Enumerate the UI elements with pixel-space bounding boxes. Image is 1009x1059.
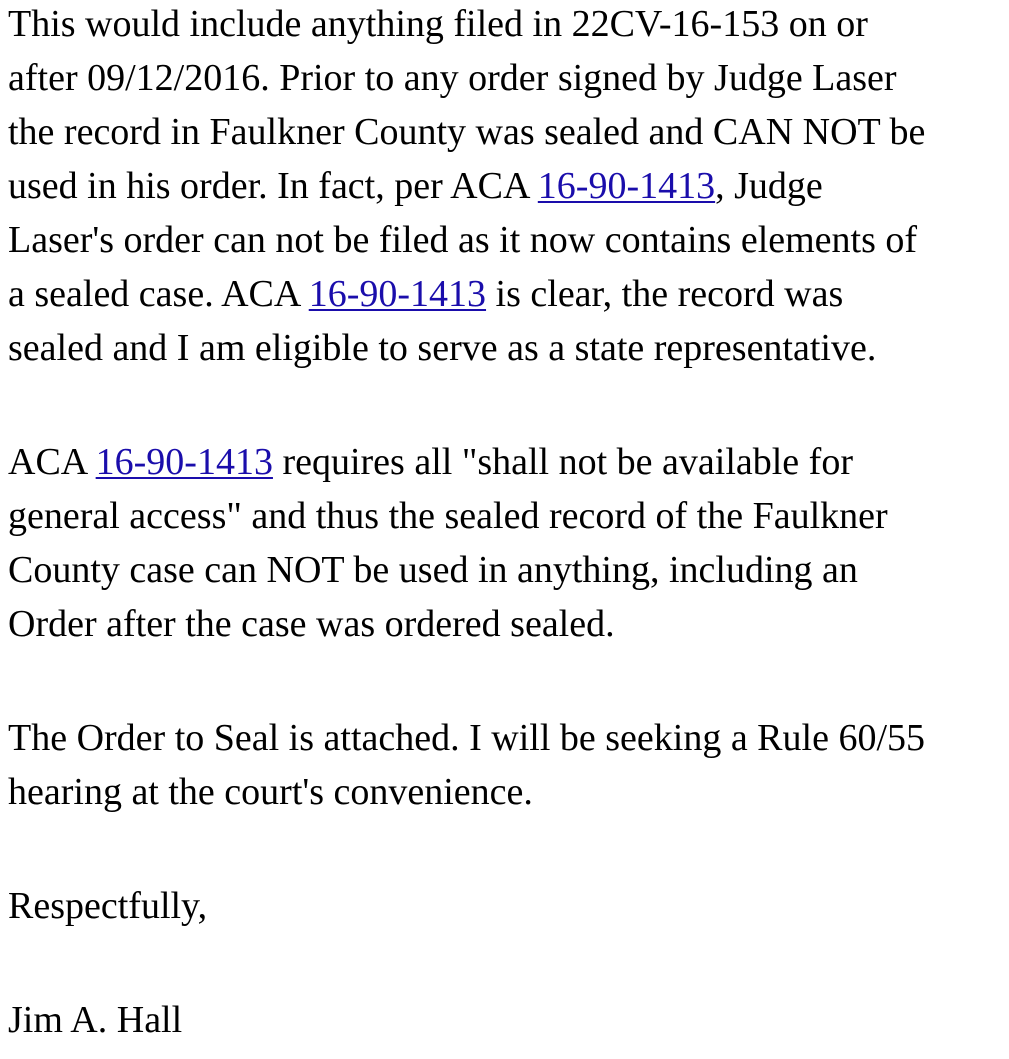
text-line: sealed and I am eligible to serve as a state representative. <box>8 327 877 369</box>
paragraph-2 <box>8 435 1009 651</box>
text-line: after 09/12/2016. Prior to any order signed by Judge Laser <box>8 57 897 99</box>
text-segment: is clear, the record was <box>486 273 844 315</box>
paragraph-spacer <box>8 819 1009 879</box>
text-line: This would include anything filed in 22CV-16-153 on or <box>8 3 868 45</box>
text-line <box>8 267 1009 321</box>
paragraph-spacer <box>8 933 1009 993</box>
closing-line: Respectfully, <box>8 885 208 927</box>
text-segment: requires all "shall not be available for <box>272 441 853 483</box>
paragraph-spacer <box>8 651 1009 711</box>
text-line: the record in Faulkner County was sealed and CAN NOT be <box>8 111 926 153</box>
statute-link[interactable]: 16-90-1413 <box>537 165 716 207</box>
text-line: County case can NOT be used in anything, including an <box>8 549 858 591</box>
paragraph-1 <box>8 0 1009 375</box>
text-line <box>8 435 1009 489</box>
paragraph-spacer <box>8 375 1009 435</box>
signature: Jim A. Hall <box>8 999 183 1041</box>
text-line: Order after the case was ordered sealed. <box>8 603 615 645</box>
statute-link[interactable]: 16-90-1413 <box>308 273 487 315</box>
text-segment: a sealed case. ACA <box>8 273 309 315</box>
text-segment: used in his order. In fact, per ACA <box>8 165 538 207</box>
text-line <box>8 159 1009 213</box>
text-segment: ACA <box>8 441 96 483</box>
paragraph-3 <box>8 711 1009 819</box>
statute-link[interactable]: 16-90-1413 <box>95 441 273 483</box>
text-segment: , Judge <box>715 165 823 207</box>
text-line: general access" and thus the sealed record of the Faulkner <box>8 495 888 537</box>
text-line: The Order to Seal is attached. I will be seeking a Rule 60/55 <box>8 717 926 759</box>
text-line: Laser's order can not be filed as it now contains elements of <box>8 219 918 261</box>
document-body <box>8 0 1009 1047</box>
text-line: hearing at the court's convenience. <box>8 771 533 813</box>
